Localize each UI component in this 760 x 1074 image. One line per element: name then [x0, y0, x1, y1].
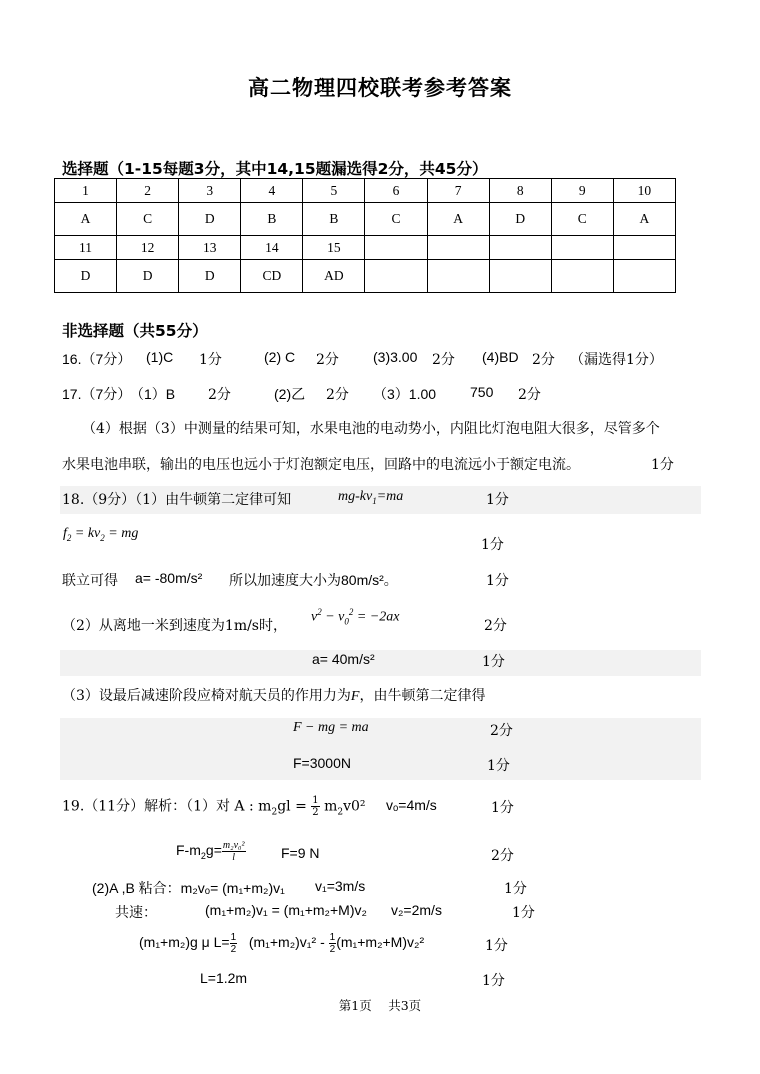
- answer-cell: A: [55, 203, 117, 236]
- q17-v3: 750: [470, 384, 494, 400]
- q18-eq7: F − mg = ma: [293, 720, 369, 735]
- answer-number-row: [55, 236, 676, 260]
- question-number-cell: 6: [365, 179, 427, 203]
- answer-cell: D: [179, 203, 241, 236]
- q19-l4-b: (m₁+m₂)v₁ = (m₁+m₂+M)v₂: [205, 902, 367, 918]
- answer-cell: C: [117, 203, 179, 236]
- answer-cell: [427, 260, 489, 293]
- question-number-cell: 14: [241, 236, 303, 260]
- q17-label: 17.（7分）: [62, 386, 132, 402]
- q16-s4: 2分: [532, 352, 555, 368]
- q18-s5: 1分: [482, 654, 505, 670]
- q18-line8: F=3000N: [293, 755, 351, 771]
- q19-l1-e: vₒ=4m/s: [386, 797, 437, 813]
- q18-line1: 18.（9分）（1）由牛顿第二定律可知: [62, 492, 292, 508]
- answer-cell: [551, 260, 613, 293]
- question-number-cell: [489, 236, 551, 260]
- answer-value-row: [55, 203, 676, 236]
- q16-s1: 1分: [199, 352, 222, 368]
- q17-p1: （1）B: [130, 386, 176, 402]
- q16-label: 16.（7分）: [62, 351, 132, 367]
- question-number-cell: 15: [303, 236, 365, 260]
- question-number-cell: [551, 236, 613, 260]
- answer-table: [54, 178, 676, 293]
- q19-s2: 2分: [491, 848, 514, 864]
- question-number-cell: 7: [427, 179, 489, 203]
- answer-cell: CD: [241, 260, 303, 293]
- answer-cell: C: [551, 203, 613, 236]
- q18-line4: （2）从离地一米到速度为1m/s时，: [62, 618, 287, 634]
- answer-cell: [489, 260, 551, 293]
- q19-l3-b: v₁=3m/s: [315, 878, 366, 894]
- answer-cell: D: [489, 203, 551, 236]
- question-number-cell: 4: [241, 179, 303, 203]
- q17-p3: （3）1.00: [373, 386, 437, 402]
- q19-line5: (m₁+m₂)g μ L= $\frac{1}{2}$ (m₁+m₂)v₁² - $\frac{1}{2}$ (m₁+m₂+M)v₂²: [139, 932, 425, 955]
- q17-p2: (2)乙: [274, 386, 306, 402]
- answer-cell: C: [365, 203, 427, 236]
- q17-p4-line1: （4）根据（3）中测量的结果可知，水果电池的电动势小，内阻比灯泡电阻大很多，尽管多个: [82, 421, 660, 437]
- answer-cell: AD: [303, 260, 365, 293]
- answer-cell: D: [117, 260, 179, 293]
- question-number-cell: 10: [613, 179, 675, 203]
- answer-number-row: [55, 179, 676, 203]
- question-number-cell: 5: [303, 179, 365, 203]
- q18-line3-a: 联立可得: [62, 573, 118, 589]
- q19-l4-c: v₂=2m/s: [391, 902, 442, 918]
- question-number-cell: 3: [179, 179, 241, 203]
- shade-band: [60, 718, 701, 780]
- nonchoice-heading: 非选择题（共55分）: [62, 322, 208, 340]
- answer-cell: D: [179, 260, 241, 293]
- q18-eq4: $v^2 - v_0^2 = -2ax$: [311, 607, 400, 627]
- question-number-cell: 2: [117, 179, 179, 203]
- q16-p4: (4)BD: [482, 349, 519, 365]
- q19-line2: $F-m_2g=$ $\frac{\text{m₂v₀²}}{l}$: [176, 840, 245, 863]
- q17-s4: 1分: [651, 457, 674, 473]
- shade-band: [60, 650, 701, 676]
- question-number-cell: 8: [489, 179, 551, 203]
- q18-line3-c: 所以加速度大小为80m/s²。: [229, 572, 398, 588]
- q17-s2: 2分: [326, 387, 349, 403]
- question-number-cell: [365, 236, 427, 260]
- q18-s7: 2分: [490, 723, 513, 739]
- q18-eq1: $mg-kv_1=ma$: [338, 489, 404, 506]
- answer-cell: [613, 260, 675, 293]
- q18-line5: a= 40m/s²: [312, 651, 375, 667]
- q17-s3: 2分: [518, 387, 541, 403]
- q18-eq2: $f_2 = kv_2$ = mg: [63, 526, 139, 543]
- q19-s1: 1分: [491, 800, 514, 816]
- q18-line6: （3）设最后减速阶段应椅对航天员的作用力为F，由牛顿第二定律得: [62, 688, 486, 704]
- q19-s4: 1分: [512, 905, 535, 921]
- question-number-cell: [613, 236, 675, 260]
- answer-cell: D: [55, 260, 117, 293]
- q16-s3: 2分: [432, 352, 455, 368]
- q16-note: （漏选得1分）: [570, 352, 663, 368]
- q19-s6: 1分: [482, 973, 505, 989]
- q16-p3: (3)3.00: [373, 349, 418, 365]
- question-number-cell: [427, 236, 489, 260]
- question-number-cell: 12: [117, 236, 179, 260]
- page-title: 高二物理四校联考参考答案: [248, 76, 512, 100]
- q16-p2: (2) C: [264, 349, 296, 365]
- question-number-cell: 13: [179, 236, 241, 260]
- answer-cell: [365, 260, 427, 293]
- q19-l4-a: 共速：: [115, 905, 157, 921]
- page-footer: 第1页 共3页: [338, 998, 422, 1013]
- answer-cell: B: [241, 203, 303, 236]
- q18-s4: 2分: [484, 618, 507, 634]
- q18-line3-b: a= -80m/s²: [135, 570, 203, 586]
- q18-s2: 1分: [481, 537, 504, 553]
- question-number-cell: 11: [55, 236, 117, 260]
- q18-s1: 1分: [486, 492, 509, 508]
- q19-s3: 1分: [504, 881, 527, 897]
- q18-s3: 1分: [486, 573, 509, 589]
- q17-s1: 2分: [208, 387, 231, 403]
- answer-cell: A: [427, 203, 489, 236]
- q19-line6: L=1.2m: [200, 970, 248, 986]
- q17-p4-line2: 水果电池串联，输出的电压也远小于灯泡额定电压，回路中的电流远小于额定电流。: [62, 457, 580, 473]
- answer-cell: A: [613, 203, 675, 236]
- q18-s8: 1分: [487, 758, 510, 774]
- q19-l2-c: F=9 N: [281, 845, 320, 861]
- question-number-cell: 9: [551, 179, 613, 203]
- answer-cell: B: [303, 203, 365, 236]
- q16-p1: (1)C: [146, 349, 174, 365]
- question-number-cell: 1: [55, 179, 117, 203]
- choice-heading: 选择题（1-15每题3分，其中14,15题漏选得2分，共45分）: [62, 160, 488, 178]
- q16-s2: 2分: [316, 352, 339, 368]
- q19-s5: 1分: [485, 938, 508, 954]
- q19-line1: 19.（11分）解析：（1）对 A : $m_2gl$ = $\frac{1}{2}$ $m_2v0^2$: [62, 795, 366, 818]
- answer-value-row: [55, 260, 676, 293]
- q19-l3-a: (2)A ,B 粘合：m₂vₒ= (m₁+m₂)v₁: [92, 880, 285, 896]
